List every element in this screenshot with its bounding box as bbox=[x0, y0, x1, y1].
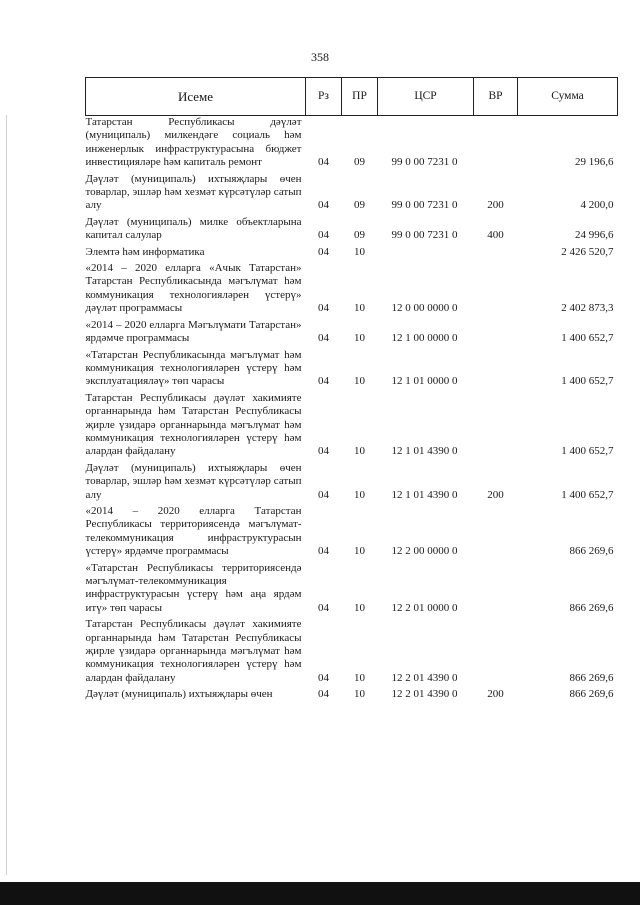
row-rz: 04 bbox=[318, 445, 329, 458]
row-csr: 99 0 00 7231 0 bbox=[391, 199, 458, 212]
header-sum: Сумма bbox=[518, 78, 618, 116]
row-csr: 12 2 00 0000 0 bbox=[391, 545, 458, 558]
table-row bbox=[86, 216, 618, 246]
row-name: «Татарстан Республикасында мәгълүмат һәм коммуникация технологияләрен үстерү һәм эксплуатацияләү» төп чарасы bbox=[85, 348, 302, 388]
row-sum: 1 400 652,7 bbox=[561, 332, 614, 345]
row-rz: 04 bbox=[318, 488, 329, 501]
row-rz: 04 bbox=[318, 332, 329, 345]
row-name: Дәүләт (муниципаль) милке объектларына капитал салулар bbox=[85, 215, 302, 242]
table-row bbox=[86, 462, 618, 505]
row-pr: 10 bbox=[354, 302, 365, 315]
row-sum: 866 269,6 bbox=[569, 688, 614, 701]
row-sum: 2 426 520,7 bbox=[561, 245, 614, 258]
row-pr: 10 bbox=[354, 545, 365, 558]
header-name: Исеме bbox=[86, 78, 306, 116]
table-row bbox=[86, 262, 618, 319]
row-rz: 04 bbox=[318, 688, 329, 701]
row-csr: 12 0 00 0000 0 bbox=[391, 302, 458, 315]
table-row bbox=[86, 116, 618, 173]
row-csr bbox=[378, 246, 474, 262]
row-rz: 04 bbox=[318, 671, 329, 684]
row-sum: 1 400 652,7 bbox=[561, 375, 614, 388]
row-name: Татарстан Республикасы дәүләт хакимияте органнарында һәм Татарстан Республикасы җирле үзидарә органнарында мәгълүмат һәм коммуникация технологияләрен үстерү һәм алардан файдалану bbox=[85, 391, 302, 458]
page-number: 358 bbox=[311, 50, 329, 64]
row-name: «2014 – 2020 елларга Мәгълүмати Татарстан» ярдәмче программасы bbox=[85, 318, 302, 345]
row-sum: 1 400 652,7 bbox=[561, 488, 614, 501]
row-vr bbox=[474, 562, 518, 619]
row-pr: 09 bbox=[354, 199, 365, 212]
row-pr: 10 bbox=[354, 245, 365, 258]
row-sum: 866 269,6 bbox=[569, 601, 614, 614]
row-csr: 99 0 00 7231 0 bbox=[391, 229, 458, 242]
row-vr bbox=[474, 505, 518, 562]
row-name: «2014 – 2020 елларга Татарстан Республикасы территориясендә мәгълүмат-телекоммуникация инфраструктурасын үстерү» ярдәмче программасы bbox=[85, 504, 302, 558]
row-csr: 99 0 00 7231 0 bbox=[391, 156, 458, 169]
row-sum: 29 196,6 bbox=[575, 156, 614, 169]
row-vr: 200 bbox=[487, 199, 504, 212]
header-rz: Рз bbox=[306, 78, 342, 116]
table-row bbox=[86, 392, 618, 462]
row-pr: 10 bbox=[354, 375, 365, 388]
row-name: «2014 – 2020 елларга «Ачык Татарстан» Татарстан Республикасында мәгълүмат һәм коммуникация технологияләрен үстерү» дәүләт программасы bbox=[85, 262, 302, 315]
row-rz: 04 bbox=[318, 601, 329, 614]
table-row bbox=[86, 505, 618, 562]
row-csr: 12 1 00 0000 0 bbox=[391, 332, 458, 345]
row-rz: 04 bbox=[318, 229, 329, 242]
row-name: Дәүләт (муниципаль) ихтыяҗлары өчен товарлар, эшләр һәм хезмәт күрсәтүләр сатып алу bbox=[85, 172, 302, 212]
row-pr: 09 bbox=[354, 229, 365, 242]
row-sum: 866 269,6 bbox=[569, 671, 614, 684]
row-pr: 10 bbox=[354, 688, 365, 701]
row-name: Дәүләт (муниципаль) ихтыяҗлары өчен bbox=[85, 688, 273, 701]
row-csr: 12 1 01 0000 0 bbox=[391, 375, 458, 388]
row-sum: 4 200,0 bbox=[580, 199, 614, 212]
row-vr bbox=[474, 618, 518, 688]
row-pr: 10 bbox=[354, 445, 365, 458]
header-vr: ВР bbox=[474, 78, 518, 116]
table-row bbox=[86, 319, 618, 349]
scan-bottom-edge bbox=[0, 882, 640, 905]
row-rz: 04 bbox=[318, 245, 329, 258]
row-csr: 12 2 01 4390 0 bbox=[391, 688, 458, 701]
table-row bbox=[86, 688, 618, 704]
row-rz: 04 bbox=[318, 302, 329, 315]
row-rz: 04 bbox=[318, 156, 329, 169]
row-sum: 1 400 652,7 bbox=[561, 445, 614, 458]
header-pr: ПР bbox=[342, 78, 378, 116]
row-csr: 12 1 01 4390 0 bbox=[391, 488, 458, 501]
scan-edge-line bbox=[6, 115, 7, 875]
row-name: Элемтә һәм информатика bbox=[85, 245, 205, 258]
table-row bbox=[86, 618, 618, 688]
row-vr: 200 bbox=[487, 488, 504, 501]
row-rz: 04 bbox=[318, 545, 329, 558]
row-rz: 04 bbox=[318, 199, 329, 212]
row-pr: 10 bbox=[354, 671, 365, 684]
row-name: Татарстан Республикасы дәүләт (муниципаль) милкендәге социаль һәм инженерлык инфраструктурасына бюджет инвестицияләре һәм капиталь ремонт bbox=[85, 116, 302, 169]
row-vr bbox=[474, 246, 518, 262]
row-vr bbox=[474, 392, 518, 462]
row-pr: 10 bbox=[354, 601, 365, 614]
table-row bbox=[86, 562, 618, 619]
budget-table bbox=[85, 77, 618, 705]
row-vr bbox=[474, 116, 518, 173]
row-rz: 04 bbox=[318, 375, 329, 388]
row-name: Татарстан Республикасы дәүләт хакимияте органнарында һәм Татарстан Республикасы җирле үзидарә органнарында мәгълүмат һәм коммуникация технологияләрен үстерү һәм алардан файдалану bbox=[85, 618, 302, 684]
row-vr bbox=[474, 262, 518, 319]
row-name: Дәүләт (муниципаль) ихтыяҗлары өчен товарлар, эшләр һәм хезмәт күрсәтүләр сатып алу bbox=[85, 461, 302, 501]
table-row bbox=[86, 349, 618, 392]
row-csr: 12 2 01 4390 0 bbox=[391, 671, 458, 684]
row-pr: 09 bbox=[354, 156, 365, 169]
row-sum: 24 996,6 bbox=[575, 229, 614, 242]
row-sum: 866 269,6 bbox=[569, 545, 614, 558]
row-pr: 10 bbox=[354, 332, 365, 345]
row-vr: 200 bbox=[487, 688, 504, 701]
row-name: «Татарстан Республикасы территориясендә мәгълүмат-телекоммуникация инфраструктурасын үстерү һәм аңа ярдәм итү» төп чарасы bbox=[85, 561, 302, 614]
row-vr: 400 bbox=[487, 229, 504, 242]
row-csr: 12 1 01 4390 0 bbox=[391, 445, 458, 458]
row-csr: 12 2 01 0000 0 bbox=[391, 601, 458, 614]
row-sum: 2 402 873,3 bbox=[561, 302, 614, 315]
table-header-row bbox=[86, 78, 618, 116]
table-row bbox=[86, 246, 618, 262]
table-row bbox=[86, 173, 618, 216]
row-vr bbox=[474, 349, 518, 392]
row-pr: 10 bbox=[354, 488, 365, 501]
row-vr bbox=[474, 319, 518, 349]
header-csr: ЦСР bbox=[378, 78, 474, 116]
